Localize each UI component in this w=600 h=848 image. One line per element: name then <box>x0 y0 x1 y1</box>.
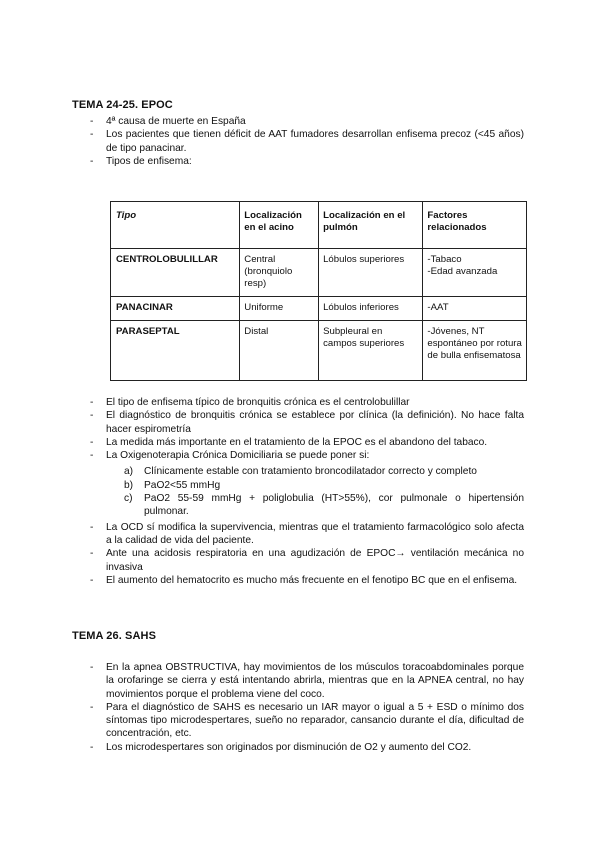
ocd-criterion-text: PaO2<55 mmHg <box>144 479 221 491</box>
list-item <box>0 449 524 518</box>
ocd-criterion <box>124 465 524 478</box>
section-title-sahs: TEMA 26. SAHS <box>72 630 157 642</box>
table-row <box>111 249 527 297</box>
table-cell: PANACINAR <box>111 297 240 321</box>
table-header-row <box>111 202 527 249</box>
list-marker: c) <box>124 493 133 505</box>
list-item: - La OCD sí modifica la supervivencia, mientras que el tratamiento farmacológico solo afecta a la calidad de vida del paciente. <box>0 521 524 548</box>
table-cell: CENTROLOBULILLAR <box>111 249 240 297</box>
table-header-cell: Localización en el pulmón <box>319 202 423 249</box>
list-item: - Para el diagnóstico de SAHS es necesario un IAR mayor o igual a 5 + ESD o mínimo dos síntomas tipo microdespertares, sueño no reparador, cansancio durante el día, dificultad de concentración, etc. <box>0 701 524 741</box>
ocd-criterion <box>124 492 524 519</box>
list-marker: a) <box>124 466 134 478</box>
table-cell: Central (bronquiolo resp) <box>240 249 319 297</box>
list-item: - Los pacientes que tienen déficit de AAT fumadores desarrollan enfisema precoz (<45 años) de tipo panacinar. <box>0 128 524 155</box>
table-cell: -Jóvenes, NT espontáneo por rotura de bulla enfisematosa <box>423 321 527 381</box>
ocd-criterion-text: Clínicamente estable con tratamiento broncodilatador correcto y completo <box>144 466 477 478</box>
table-cell: -AAT <box>423 297 527 321</box>
emphysema-types-table <box>110 201 527 381</box>
epoc-intro-list <box>0 115 524 168</box>
table-cell: Distal <box>240 321 319 381</box>
epoc-notes-list <box>0 396 524 587</box>
ocd-criterion <box>124 479 524 492</box>
list-item: - La medida más importante en el tratamiento de la EPOC es el abandono del tabaco. <box>0 436 524 449</box>
list-item: - Tipos de enfisema: <box>0 155 524 168</box>
table-cell: -Tabaco -Edad avanzada <box>423 249 527 297</box>
ocd-criterion-text: PaO2 55-59 mmHg + poliglobulia (HT>55%), cor pulmonale o hipertensión pulmonar. <box>144 493 524 518</box>
table-cell: PARASEPTAL <box>111 321 240 381</box>
ocd-intro-text: La Oxigenoterapia Crónica Domiciliaria se puede poner si: <box>106 450 370 462</box>
section-title-epoc: TEMA 24-25. EPOC <box>72 99 173 111</box>
table-header-cell: Factores relacionados <box>423 202 527 249</box>
list-item: - Los microdespertares son originados por disminución de O2 y aumento del CO2. <box>0 741 524 754</box>
table-header-cell: Localización en el acino <box>240 202 319 249</box>
table-cell: Lóbulos superiores <box>319 249 423 297</box>
table-cell: Lóbulos inferiores <box>319 297 423 321</box>
list-item: - En la apnea OBSTRUCTIVA, hay movimientos de los músculos toracoabdominales porque la orofaringe se cierra y está intentando abrirla, mientras que en la APNEA central, no hay movimientos porque el problema viene del coco. <box>0 661 524 701</box>
table-row <box>111 297 527 321</box>
ocd-criteria-list <box>124 465 524 518</box>
list-item: - Ante una acidosis respiratoria en una agudización de EPOC→ ventilación mecánica no invasiva <box>0 547 524 574</box>
list-marker: b) <box>124 479 134 491</box>
list-item: - 4ª causa de muerte en España <box>0 115 524 128</box>
list-item: - El tipo de enfisema típico de bronquitis crónica es el centrolobulillar <box>0 396 524 409</box>
table-header-cell: Tipo <box>111 202 240 249</box>
table-row <box>111 321 527 381</box>
sahs-list <box>0 661 524 754</box>
table-cell: Uniforme <box>240 297 319 321</box>
list-item: - El aumento del hematocrito es mucho más frecuente en el fenotipo BC que en el enfisema. <box>0 574 524 587</box>
table-cell: Subpleural en campos superiores <box>319 321 423 381</box>
list-item: - El diagnóstico de bronquitis crónica se establece por clínica (la definición). No hace falta hacer espirometría <box>0 409 524 436</box>
